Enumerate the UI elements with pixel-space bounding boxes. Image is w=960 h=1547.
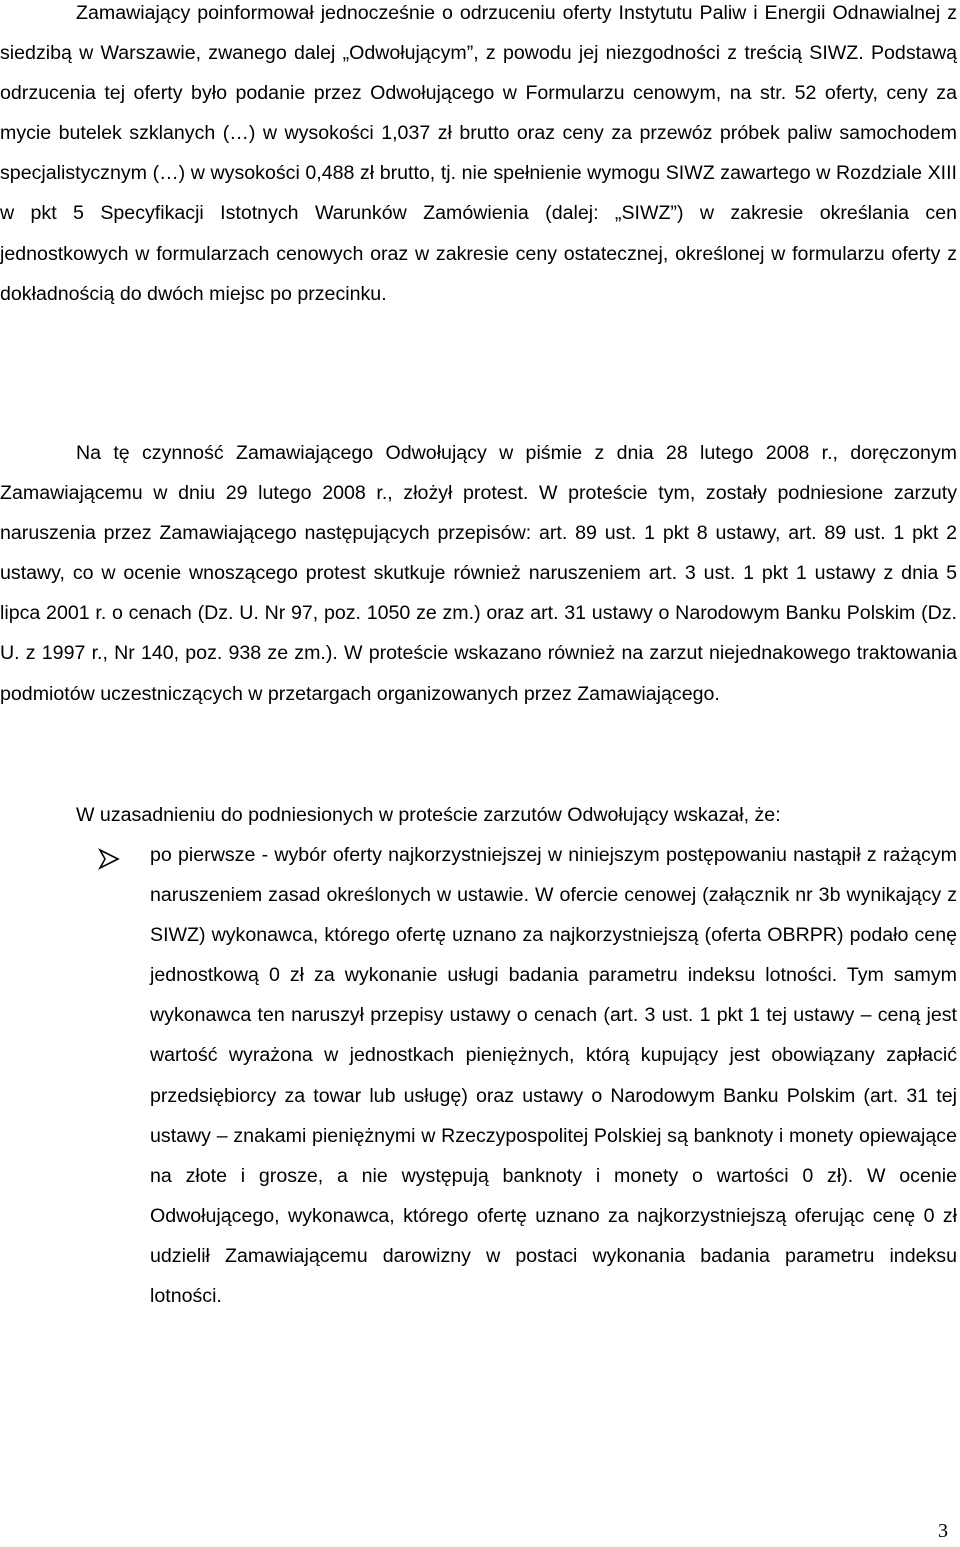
bullet-text-first-argument: po pierwsze - wybór oferty najkorzystniejszej w niniejszym postępowaniu nastąpił z rażącym naruszeniem zasad określonych w ustawie. W ofercie cenowej (załącznik nr 3b wynikający z SIWZ) wykonawca, którego ofertę uznano za najkorzystniejszą (oferta OBRPR) podało cenę jednostkową 0 zł za wykonanie usługi badania parametru indeksu lotności. Tym samym wykonawca ten naruszył przepisy ustawy o cenach (art. 3 ust. 1 pkt 1 tej ustawy – ceną jest wartość wyrażona w jednostkach pieniężnych, którą kupujący jest obowiązany zapłacić przedsiębiorcy za towar lub usługę) oraz ustawy o Narodowym Banku Polskim (art. 31 tej ustawy – znakami pieniężnymi w Rzeczypospolitej Polskiej są banknoty i monety opiewające na złote i grosze, a nie występują banknoty i monety o wartości 0 zł). W ocenie Odwołującego, wykonawca, którego ofertę uznano za najkorzystniejszą oferując cenę 0 zł udzielił Zamawiającemu darowizny w postaci wykonania badania parametru indeksu lotności.: [150, 844, 957, 1308]
page-number: 3: [938, 1520, 948, 1542]
paragraph-offer-rejection: Zamawiający poinformował jednocześnie o odrzuceniu oferty Instytutu Paliw i Energii Odnawialnej z siedzibą w Warszawie, zwanego dalej „Odwołującym”, z powodu jej niezgodności z treścią SIWZ. Podstawą odrzucenia tej oferty było podanie przez Odwołującego w Formularzu cenowym, na str. 52 oferty, ceny za mycie butelek szklanych (…) w wysokości 1,037 zł brutto oraz ceny za przewóz próbek paliw samochodem specjalistycznym (…) w wysokości 0,488 zł brutto, tj. nie spełnienie wymogu SIWZ zawartego w Rozdziale XIII w pkt 5 Specyfikacji Istotnych Warunków Zamówienia (dalej: „SIWZ”) w zakresie określania cen jednostkowych w formularzach cenowych oraz w zakresie ceny ostatecznej, określonej w formularzu oferty z dokładnością do dwóch miejsc po przecinku.: [0, 2, 957, 305]
paragraph-protest: Na tę czynność Zamawiającego Odwołujący w piśmie z dnia 28 lutego 2008 r., doręczonym Zamawiającemu w dniu 29 lutego 2008 r., złożył protest. W proteście tym, zostały podniesione zarzuty naruszenia przez Zamawiającego następujących przepisów: art. 89 ust. 1 pkt 8 ustawy, art. 89 ust. 1 pkt 2 ustawy, co w ocenie wnoszącego protest skutkuje również naruszeniem art. 3 ust. 1 pkt 1 ustawy z dnia 5 lipca 2001 r. o cenach (Dz. U. Nr 97, poz. 1050 ze zm.) oraz art. 31 ustawy o Narodowym Banku Polskim (Dz. U. z 1997 r., Nr 140, poz. 938 ze zm.). W proteście wskazano również na zarzut niejednakowego traktowania podmiotów uczestniczących w przetargach organizowanych przez Zamawiającego.: [0, 442, 957, 705]
arrowhead-bullet-icon: [98, 848, 120, 870]
paragraph-justification-intro: W uzasadnieniu do podniesionych w proteście zarzutów Odwołujący wskazał, że:: [76, 804, 781, 826]
